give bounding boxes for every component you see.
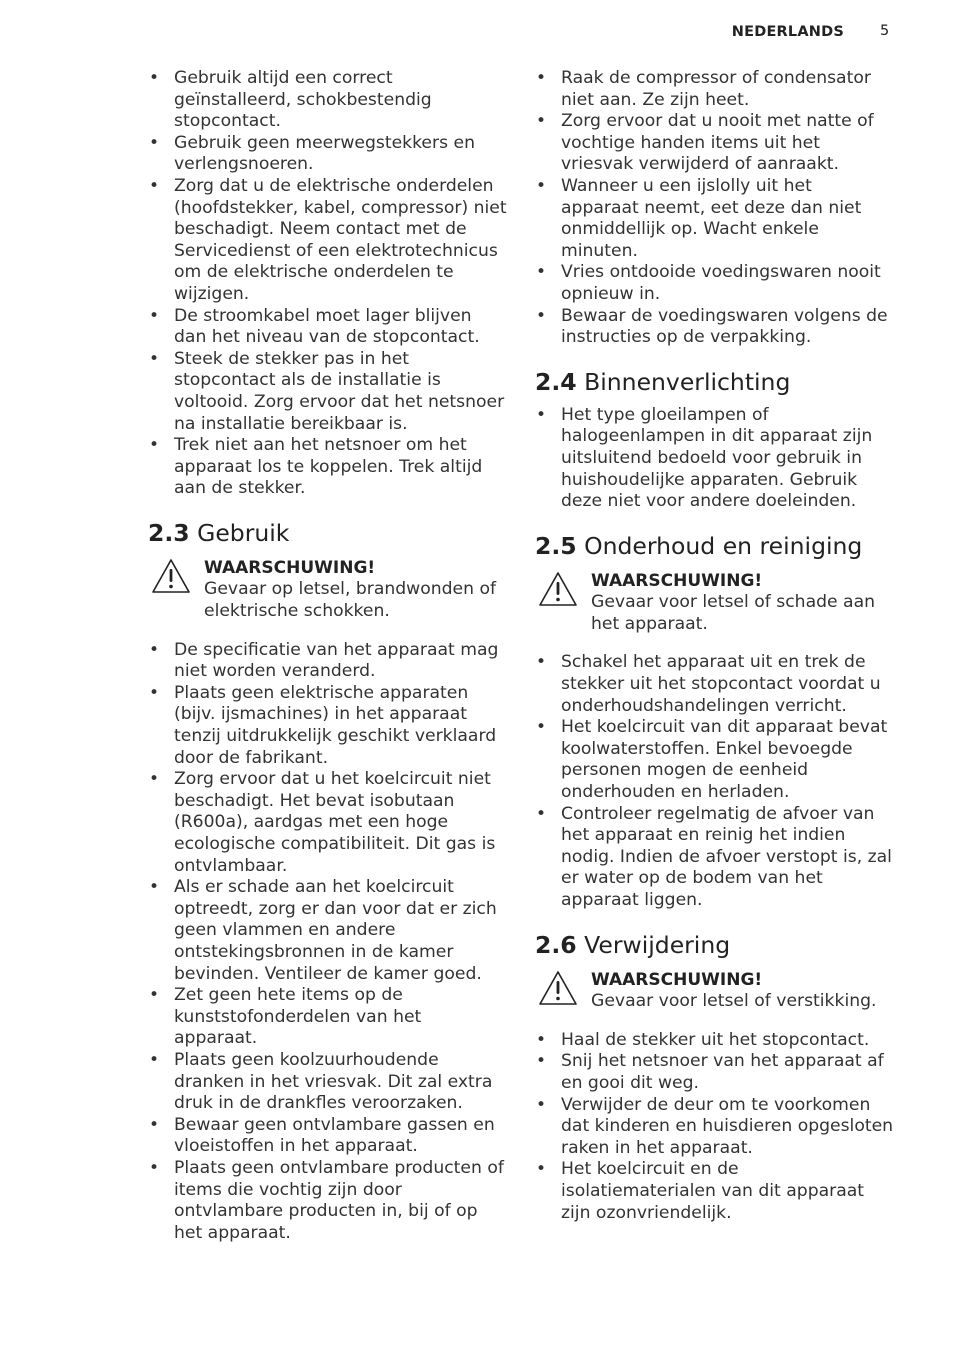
page-number: 5 <box>880 23 890 39</box>
list-item: • Plaats geen ontvlambare producten of items die vochtig zijn door ontvlambare producten in, bij of op het apparaat. <box>148 1158 508 1244</box>
section-title: Binnenverlichting <box>584 367 791 396</box>
list-item: • Verwijder de deur om te voorkomen dat kinderen en huisdieren opgesloten raken in het apparaat. <box>535 1095 895 1160</box>
section-title: Gebruik <box>197 518 290 547</box>
section-heading-verwijdering <box>535 930 895 960</box>
list-item: • Zet geen hete items op de kunststofonderdelen van het apparaat. <box>148 985 508 1050</box>
list-item: • Het koelcircuit van dit apparaat bevat koolwaterstoffen. Enkel bevoegde personen mogen de eenheid onderhouden en herladen. <box>535 717 895 803</box>
list-item: • Controleer regelmatig de afvoer van het apparaat en reinig het indien nodig. Indien de afvoer verstopt is, zal er water op de bodem van het apparaat liggen. <box>535 804 895 912</box>
list-item: • Gebruik geen meerwegstekkers en verlengsnoeren. <box>148 133 508 176</box>
warning-box <box>148 558 508 623</box>
lighting-list <box>535 405 895 513</box>
list-item: • Vries ontdooide voedingswaren nooit opnieuw in. <box>535 262 895 305</box>
warning-triangle-icon <box>538 970 578 1006</box>
disposal-list <box>535 1030 895 1224</box>
warning-title: WAARSCHUWING! <box>204 557 376 578</box>
list-item: • Als er schade aan het koelcircuit optreedt, zorg er dan voor dat er zich geen vlammen en andere ontstekingsbronnen in de kamer bevinden. Ventileer de kamer goed. <box>148 877 508 985</box>
section-title: Onderhoud en reiniging <box>584 531 863 560</box>
list-item: • Zorg ervoor dat u nooit met natte of vochtige handen items uit het vriesvak verwijderd of aanraakt. <box>535 111 895 176</box>
section-heading-binnenverlichting <box>535 367 895 397</box>
warning-text: Gevaar voor letsel of schade aan het apparaat. <box>591 592 876 634</box>
right-column <box>535 68 895 1224</box>
page-header <box>0 24 954 44</box>
list-item: • Plaats geen elektrische apparaten (bijv. ijsmachines) in het apparaat tenzij uitdrukkelijk geschikt verklaard door de fabrikant. <box>148 683 508 769</box>
list-item: • Gebruik altijd een correct geïnstalleerd, schokbestendig stopcontact. <box>148 68 508 133</box>
warning-triangle-icon <box>538 571 578 607</box>
list-item: • Steek de stekker pas in het stopcontact als de installatie is voltooid. Zorg ervoor dat het netsnoer na installatie bereikbaar is. <box>148 349 508 435</box>
list-item: • De stroomkabel moet lager blijven dan het niveau van de stopcontact. <box>148 306 508 349</box>
list-item: • De specificatie van het apparaat mag niet worden veranderd. <box>148 640 508 683</box>
list-item: • Trek niet aan het netsnoer om het apparaat los te koppelen. Trek altijd aan de stekker. <box>148 435 508 500</box>
list-item: • Het koelcircuit en de isolatiematerialen van dit apparaat zijn ozonvriendelijk. <box>535 1159 895 1224</box>
left-column <box>148 68 508 1244</box>
warning-title: WAARSCHUWING! <box>591 969 763 990</box>
section-heading-gebruik <box>148 518 508 548</box>
language-label: NEDERLANDS <box>731 24 844 40</box>
list-item: • Raak de compressor of condensator niet aan. Ze zijn heet. <box>535 68 895 111</box>
safety-list <box>148 68 508 500</box>
list-item: • Schakel het apparaat uit en trek de stekker uit het stopcontact voordat u onderhoudshandelingen verricht. <box>535 652 895 717</box>
warning-box <box>535 571 895 636</box>
section-number: 2.6 <box>535 930 577 959</box>
list-item: • Het type gloeilampen of halogeenlampen in dit apparaat zijn uitsluitend bedoeld voor gebruik in huishoudelijke apparaten. Gebruik deze niet voor andere doeleinden. <box>535 405 895 513</box>
safety-list-continued <box>535 68 895 349</box>
section-number: 2.4 <box>535 367 577 396</box>
section-number: 2.3 <box>148 518 190 547</box>
usage-list <box>148 640 508 1245</box>
list-item: • Snij het netsnoer van het apparaat af en gooi dit weg. <box>535 1051 895 1094</box>
list-item: • Zorg dat u de elektrische onderdelen (hoofdstekker, kabel, compressor) niet beschadigt. Neem contact met de Servicedienst of een elektrotechnicus om de elektrische onderdelen te wijzigen. <box>148 176 508 306</box>
warning-title: WAARSCHUWING! <box>591 570 763 591</box>
list-item: • Zorg ervoor dat u het koelcircuit niet beschadigt. Het bevat isobutaan (R600a), aardgas met een hoge ecologische compatibiliteit. Dit gas is ontvlambaar. <box>148 769 508 877</box>
warning-triangle-icon <box>151 558 191 594</box>
list-item: • Bewaar geen ontvlambare gassen en vloeistoffen in het apparaat. <box>148 1115 508 1158</box>
list-item: • Wanneer u een ijslolly uit het apparaat neemt, eet deze dan niet onmiddellijk op. Wacht enkele minuten. <box>535 176 895 262</box>
list-item: • Plaats geen koolzuurhoudende dranken in het vriesvak. Dit zal extra druk in de drankfles veroorzaken. <box>148 1050 508 1115</box>
section-heading-onderhoud <box>535 531 895 561</box>
section-title: Verwijdering <box>584 930 731 959</box>
maintenance-list <box>535 652 895 911</box>
list-item: • Haal de stekker uit het stopcontact. <box>535 1030 895 1052</box>
warning-text: Gevaar op letsel, brandwonden of elektrische schokken. <box>204 579 497 622</box>
warning-text: Gevaar voor letsel of verstikking. <box>591 991 877 1012</box>
warning-box <box>535 970 895 1013</box>
list-item: • Bewaar de voedingswaren volgens de instructies op de verpakking. <box>535 306 895 349</box>
section-number: 2.5 <box>535 531 577 560</box>
